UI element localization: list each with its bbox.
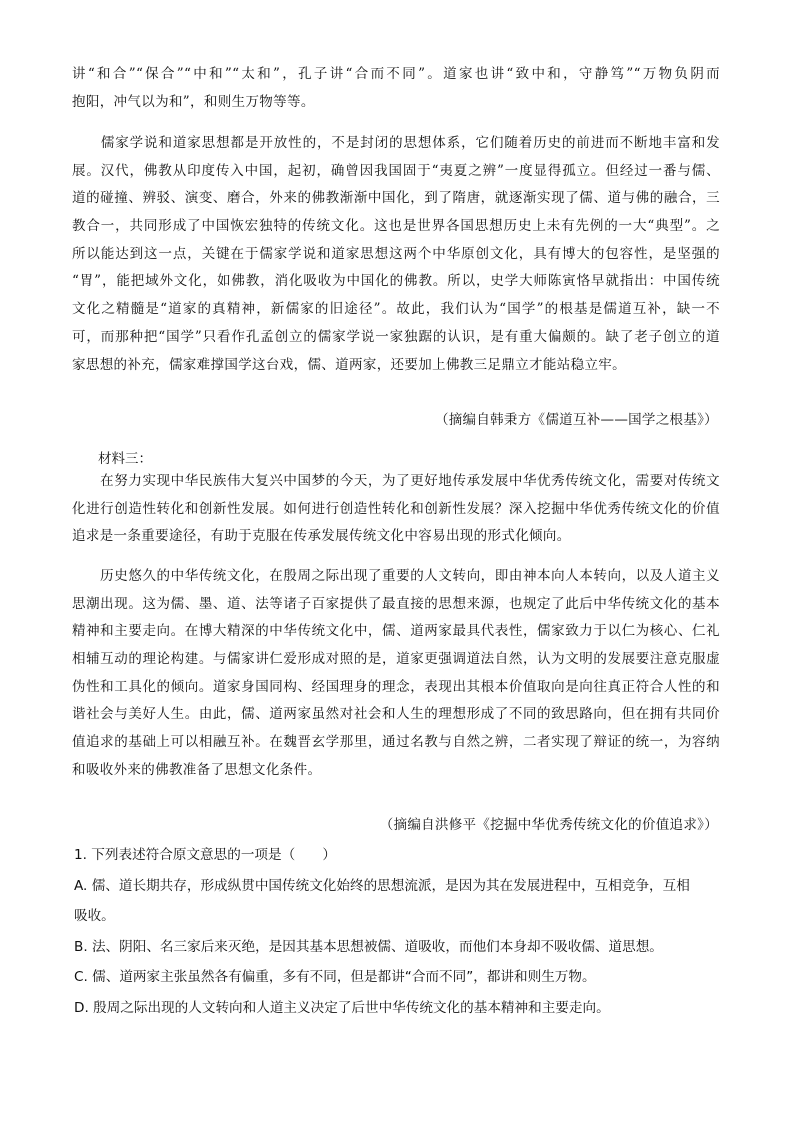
- text-line: 抱阳，冲气以为和”，和则生万物等等。: [72, 93, 315, 110]
- text-line: 儒家学说和道家思想都是开放性的，不是封闭的思想体系，它们随着历史的前进而不断地丰富和发: [72, 135, 720, 151]
- text-line: 谐社会与美好人生。由此，儒、道两家虽然对社会和人生的理想形成了不同的致思路向，但在拥有共同价: [72, 706, 720, 723]
- text-line: 可，而那种把“国学”只看作孔孟创立的儒家学说一家独踞的认识，是有重大偏颇的。缺了老子创立的道: [72, 328, 720, 345]
- text-line: 相辅互动的理论构建。与儒家讲仁爱形成对照的是，道家更强调道法自然，认为文明的发展要注意克服虚: [72, 651, 720, 668]
- text-line: “胃”，能把域外文化，如佛教，消化吸收为中国化的佛教。所以，史学大师陈寅恪早就指出：中国传统: [72, 273, 720, 290]
- text-line: 化进行创造性转化和创新性发展。如何进行创造性转化和创新性发展？深入挖掘中华优秀传统文化的价值: [72, 500, 720, 517]
- material3-paragraph-2: [72, 563, 720, 785]
- text-line: 文化之精髓是“道家的真精神，新儒家的旧途径”。故此，我们认为“国学”的根基是儒道互补，缺一不: [72, 301, 720, 318]
- text-line: 追求是一条重要途径，有助于克服在传承发展传统文化中容易出现的形式化倾向。: [72, 528, 571, 545]
- option-c: C. 儒、道两家主张虽然各有偏重，多有不同，但是都讲“合而不同”，都讲和则生万物。: [74, 969, 596, 985]
- option-a: A. 儒、道长期共存，形成纵贯中国传统文化始终的思想流派，是因为其在发展进程中，互相竞争，互相: [74, 877, 690, 894]
- text-line: 讲“和合”“保合”“中和”“太和”，孔子讲“合而不同”。道家也讲“致中和，守静笃”“万物负阴而: [72, 66, 720, 82]
- text-line: 在努力实现中华民族伟大复兴中国梦的今天，为了更好地传承发展中华优秀传统文化，需要对传统文: [72, 473, 720, 489]
- material3-paragraph-1: [72, 468, 720, 551]
- text-line: 家思想的补充，儒家难撑国学这台戏，儒、道两家，还要加上佛教三足鼎立才能站稳立牢。: [72, 356, 626, 373]
- text-line: 道的碰撞、辨驳、演变、磨合，外来的佛教渐渐中国化，到了隋唐，就逐渐实现了儒、道与佛的融合，三: [72, 190, 720, 207]
- text-line: 伪性和工具化的倾向。道家身国同构、经国理身的理念，表现出其根本价值取向是向往真正符合人性的和: [72, 678, 720, 695]
- question-stem: 1. 下列表述符合原文意思的一项是（ ）: [74, 847, 336, 863]
- text-line: 教合一，共同形成了中国恢宏独特的传统文化。这也是世界各国思想历史上未有先例的一大“典型”。之: [72, 218, 720, 235]
- text-line: 精神和主要走向。在博大精深的中华传统文化中，儒、道两家最具代表性，儒家致力于以仁为核心、仁礼: [72, 623, 720, 640]
- text-line: 和吸收外来的佛教准备了思想文化条件。: [72, 761, 322, 778]
- material3-label: 材料三：: [98, 451, 152, 467]
- question-1: [74, 840, 724, 1023]
- text-line: 所以能达到这一点，关键在于儒家学说和道家思想这两个中华原创文化，具有博大的包容性，是坚强的: [72, 245, 720, 262]
- option-b: B. 法、阴阳、名三家后来灭绝，是因其基本思想被儒、道吸收，而他们本身却不吸收儒、道思想。: [74, 938, 663, 955]
- text-line: 值追求的基础上可以相融互补。在魏晋玄学那里，通过名教与自然之辨，二者实现了辩证的统一，为容纳: [72, 734, 720, 751]
- option-a-continued: 吸收。: [74, 908, 115, 924]
- text-line: 历史悠久的中华传统文化，在殷周之际出现了重要的人文转向，即由神本向人本转向，以及人道主义: [72, 568, 720, 584]
- text-line: 思潮出现。这为儒、墨、道、法等诸子百家提供了最直接的思想来源，也规定了此后中华传统文化的基本: [72, 595, 720, 612]
- material2-paragraph: [72, 130, 720, 379]
- material2-intro: [72, 61, 720, 116]
- text-line: 展。汉代，佛教从印度传入中国，起初，确曾因我国固于“夷夏之辨”一度显得孤立。但经过一番与儒、: [72, 162, 720, 179]
- option-d: D. 殷周之际出现的人文转向和人道主义决定了后世中华传统文化的基本精神和主要走向。: [74, 999, 610, 1016]
- material2-citation: （摘编自韩秉方《儒道互补——国学之根基》）: [434, 412, 718, 428]
- material3-citation: （摘编自洪修平《挖掘中华优秀传统文化的价值追求》）: [379, 817, 718, 833]
